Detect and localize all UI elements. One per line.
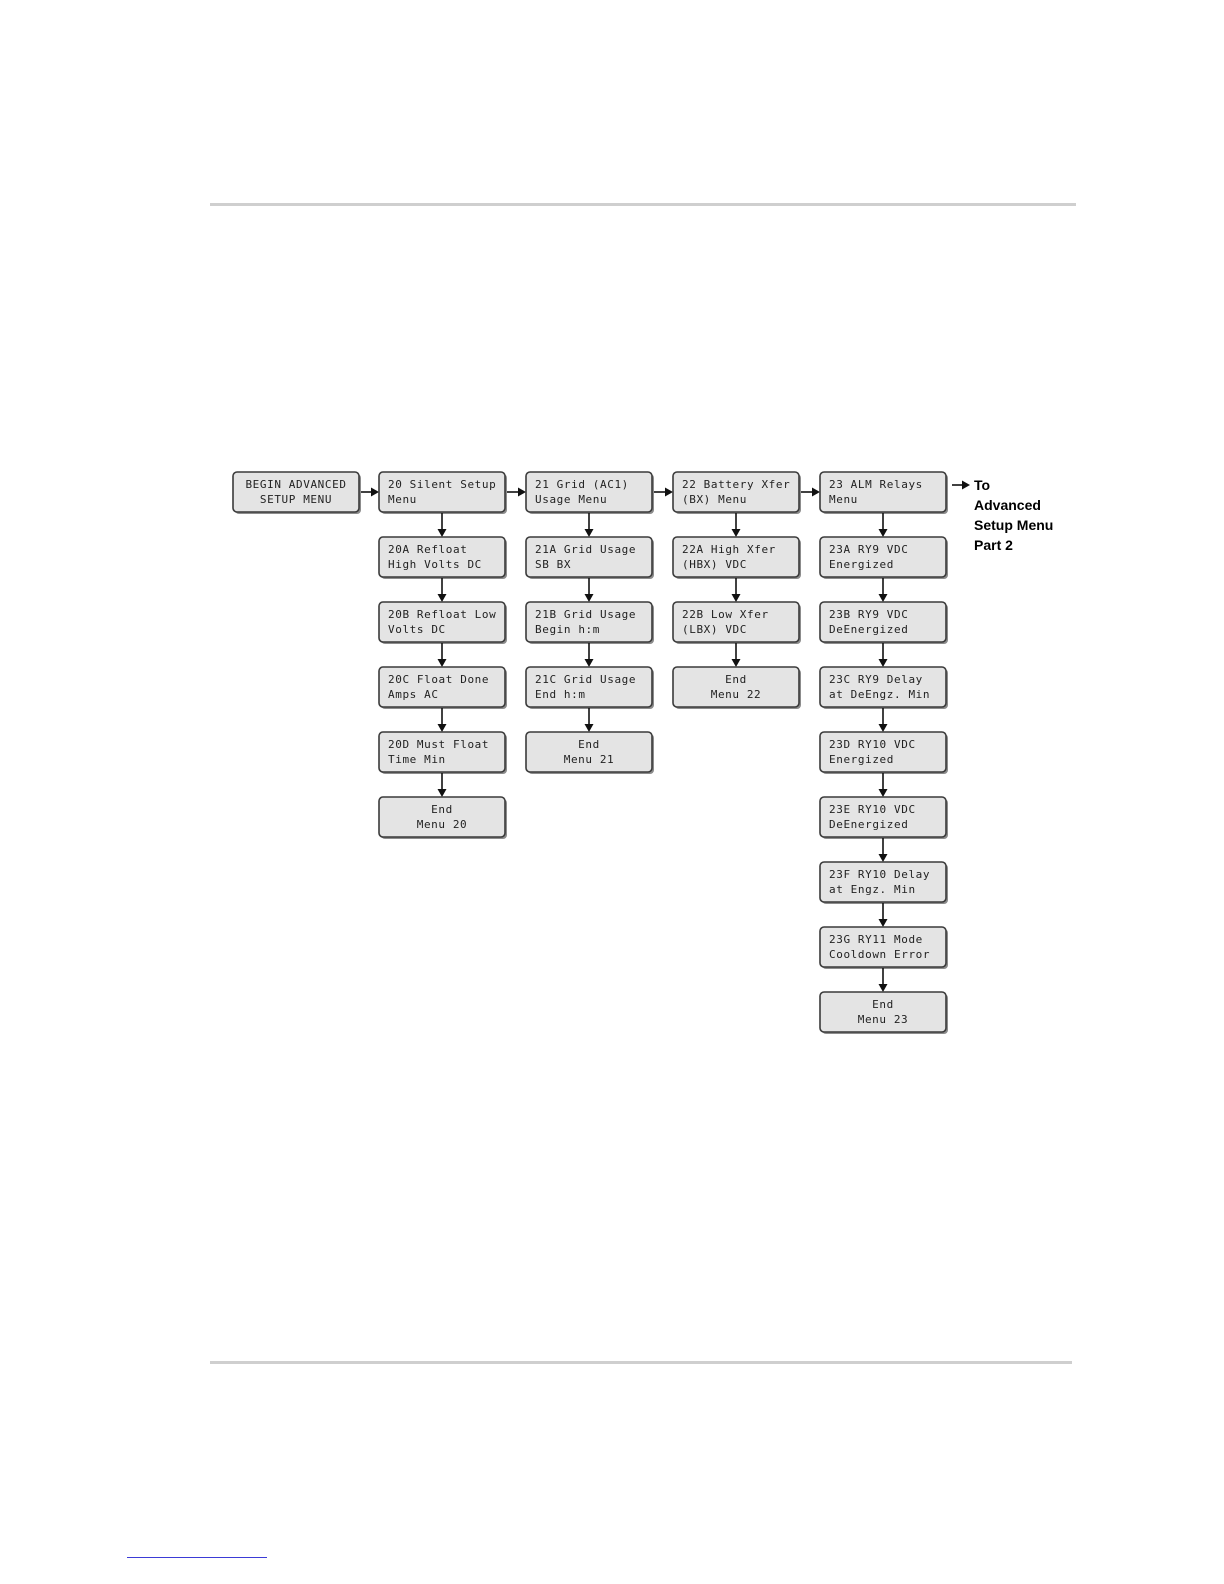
continuation-note-line-3: Setup Menu	[974, 517, 1054, 533]
menu-20-item-1-box-line-2: High Volts DC	[388, 558, 482, 571]
menu-21-item-4-box-line-1: End	[578, 738, 600, 751]
menu-22-item-2-box-line-1: 22B Low Xfer	[682, 608, 769, 621]
menu-20-arrow-2	[438, 578, 447, 602]
menu-23-item-2-box-line-1: 23B RY9 VDC	[829, 608, 909, 621]
menu-20-arrow-3	[438, 643, 447, 667]
continuation-note-line-1: To	[974, 477, 991, 493]
menu-23-arrow-3	[879, 643, 888, 667]
menu-23-arrow-5	[879, 773, 888, 797]
menu-20-item-2-box-line-1: 20B Refloat Low	[388, 608, 497, 621]
begin-advanced-setup-box	[233, 472, 361, 514]
menu-22-item-3-box	[673, 667, 801, 709]
menu-23-item-8-box-line-1: End	[872, 998, 894, 1011]
menu-21-arrow-1	[585, 513, 594, 537]
menu-23-item-3-box-line-1: 23C RY9 Delay	[829, 673, 923, 686]
to-part-2-arrow	[952, 481, 970, 490]
menu-23-item-6-box-line-2: at Engz. Min	[829, 883, 916, 896]
begin-advanced-setup-box-line-1: BEGIN ADVANCED	[245, 478, 347, 491]
menu-23-item-2-box-line-2: DeEnergized	[829, 623, 909, 636]
menu-20-item-5-box-line-2: Menu 20	[416, 818, 468, 831]
menu-20-item-3-box	[379, 667, 507, 709]
menu-23-arrow-2	[879, 578, 888, 602]
menu-20-header-box	[379, 472, 507, 514]
menu-20-item-4-box-line-1: 20D Must Float	[388, 738, 490, 751]
menu-22-item-2-box-line-2: (LBX) VDC	[682, 623, 748, 636]
menu-23-item-2-box	[820, 602, 948, 644]
menu-23-item-8-box	[820, 992, 948, 1034]
menu-23-item-5-box-line-2: DeEnergized	[829, 818, 909, 831]
continuation-note-line-4: Part 2	[974, 537, 1013, 553]
menu-22-item-1-box-line-1: 22A High Xfer	[682, 543, 776, 556]
menu-23-item-7-box	[820, 927, 948, 969]
menu-20-header-box-line-2: Menu	[388, 493, 417, 506]
menu-23-item-1-box-line-2: Energized	[829, 558, 895, 571]
menu-21-arrow-4	[585, 708, 594, 732]
menu-21-item-1-box-line-2: SB BX	[535, 558, 572, 571]
menu-21-arrow-2	[585, 578, 594, 602]
menu-23-arrow-7	[879, 903, 888, 927]
menu-20-arrow-4	[438, 708, 447, 732]
menu-20-item-1-box-line-1: 20A Refloat	[388, 543, 468, 556]
menu-23-item-4-box	[820, 732, 948, 774]
menu-22-arrow-3	[732, 643, 741, 667]
menu-21-header-box-line-1: 21 Grid (AC1)	[535, 478, 629, 491]
menu-21-item-4-box-line-2: Menu 21	[563, 753, 615, 766]
menu-20-item-3-box-line-2: Amps AC	[388, 688, 439, 701]
menu-20-item-3-box-line-1: 20C Float Done	[388, 673, 490, 686]
menu-20-to-next-arrow	[507, 488, 526, 497]
menu-22-header-box	[673, 472, 801, 514]
menu-23-arrow-6	[879, 838, 888, 862]
menu-21-header-box	[526, 472, 654, 514]
menu-20-item-2-box-line-2: Volts DC	[388, 623, 446, 636]
menu-21-arrow-3	[585, 643, 594, 667]
menu-21-item-3-box	[526, 667, 654, 709]
menu-21-header-box-line-2: Usage Menu	[535, 493, 608, 506]
menu-23-arrow-8	[879, 968, 888, 992]
menu-22-item-3-box-line-1: End	[725, 673, 747, 686]
menu-21-item-2-box-line-2: Begin h:m	[535, 623, 601, 636]
menu-23-item-6-box	[820, 862, 948, 904]
begin-advanced-setup-box-line-2: SETUP MENU	[259, 493, 333, 506]
menu-20-item-1-box	[379, 537, 507, 579]
menu-23-item-3-box-line-2: at DeEngz. Min	[829, 688, 931, 701]
menu-22-item-2-box	[673, 602, 801, 644]
menu-20-item-5-box	[379, 797, 507, 839]
continuation-note-line-2: Advanced	[974, 497, 1041, 513]
menu-23-item-7-box-line-2: Cooldown Error	[829, 948, 931, 961]
menu-23-header-box-line-1: 23 ALM Relays	[829, 478, 923, 491]
menu-20-arrow-5	[438, 773, 447, 797]
menu-22-item-1-box	[673, 537, 801, 579]
menu-22-header-box-line-1: 22 Battery Xfer	[682, 478, 791, 491]
menu-22-arrow-2	[732, 578, 741, 602]
menu-23-item-1-box	[820, 537, 948, 579]
menu-20-header-box-line-1: 20 Silent Setup	[388, 478, 497, 491]
menu-21-to-next-arrow	[654, 488, 673, 497]
menu-23-item-5-box	[820, 797, 948, 839]
begin-to-menu-20-arrow	[361, 488, 379, 497]
menu-23-item-4-box-line-2: Energized	[829, 753, 895, 766]
menu-23-arrow-1	[879, 513, 888, 537]
menu-20-item-2-box	[379, 602, 507, 644]
menu-23-item-6-box-line-1: 23F RY10 Delay	[829, 868, 931, 881]
menu-20-item-4-box	[379, 732, 507, 774]
menu-20-item-5-box-line-1: End	[431, 803, 453, 816]
menu-21-item-2-box-line-1: 21B Grid Usage	[535, 608, 637, 621]
menu-20-item-4-box-line-2: Time Min	[388, 753, 446, 766]
menu-22-to-next-arrow	[801, 488, 820, 497]
menu-22-item-3-box-line-2: Menu 22	[710, 688, 762, 701]
menu-22-item-1-box-line-2: (HBX) VDC	[682, 558, 748, 571]
menu-20-arrow-1	[438, 513, 447, 537]
menu-23-item-5-box-line-1: 23E RY10 VDC	[829, 803, 916, 816]
menu-23-item-4-box-line-1: 23D RY10 VDC	[829, 738, 916, 751]
menu-23-item-7-box-line-1: 23G RY11 Mode	[829, 933, 923, 946]
menu-22-arrow-1	[732, 513, 741, 537]
menu-23-item-3-box	[820, 667, 948, 709]
menu-21-item-1-box-line-1: 21A Grid Usage	[535, 543, 637, 556]
menu-21-item-3-box-line-1: 21C Grid Usage	[535, 673, 637, 686]
menu-23-item-8-box-line-2: Menu 23	[857, 1013, 909, 1026]
menu-21-item-3-box-line-2: End h:m	[535, 688, 586, 701]
menu-21-item-2-box	[526, 602, 654, 644]
menu-22-header-box-line-2: (BX) Menu	[682, 493, 748, 506]
menu-23-header-box	[820, 472, 948, 514]
menu-23-item-1-box-line-1: 23A RY9 VDC	[829, 543, 909, 556]
menu-23-arrow-4	[879, 708, 888, 732]
menu-21-item-4-box	[526, 732, 654, 774]
menu-21-item-1-box	[526, 537, 654, 579]
menu-23-header-box-line-2: Menu	[829, 493, 858, 506]
